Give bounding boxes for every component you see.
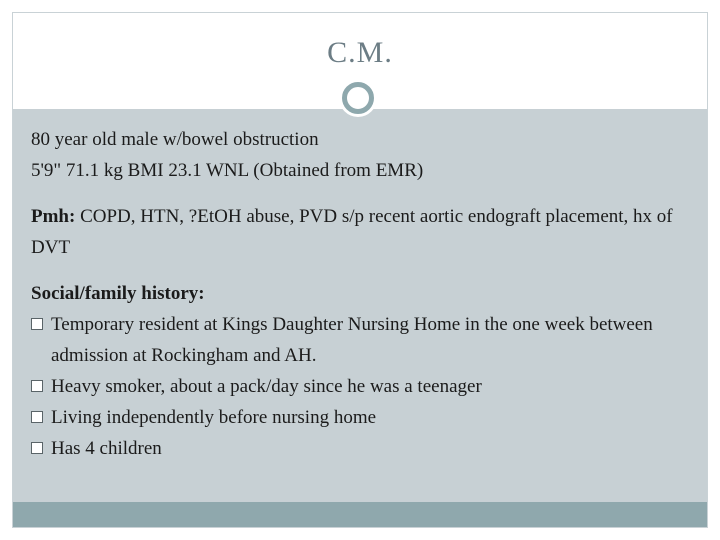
list-item bbox=[31, 309, 691, 371]
bullet-text: Living independently before nursing home bbox=[51, 407, 377, 428]
checkbox-bullet-icon bbox=[31, 442, 43, 454]
footer-bar bbox=[13, 502, 707, 527]
list-item bbox=[31, 433, 691, 464]
pmh-text: COPD, HTN, ?EtOH abuse, PVD s/p recent aortic endograft placement, hx of DVT bbox=[31, 206, 673, 258]
intro-line-age: 80 year old male w/bowel obstruction bbox=[31, 129, 319, 150]
intro-line-measurements: 5'9" 71.1 kg BMI 23.1 WNL (Obtained from EMR) bbox=[31, 160, 424, 181]
pmh-label: Pmh: bbox=[31, 206, 76, 227]
bullet-text: Temporary resident at Kings Daughter Nursing Home in the one week between admission at Rockingham and AH. bbox=[51, 314, 653, 366]
list-item bbox=[31, 371, 691, 402]
list-item bbox=[31, 402, 691, 433]
social-heading: Social/family history: bbox=[31, 283, 205, 304]
pmh-paragraph bbox=[31, 201, 691, 263]
checkbox-bullet-icon bbox=[31, 411, 43, 423]
checkbox-bullet-icon bbox=[31, 380, 43, 392]
slide-title: C.M. bbox=[327, 36, 393, 69]
slide-content bbox=[31, 124, 691, 464]
bullet-text: Heavy smoker, about a pack/day since he was a teenager bbox=[51, 376, 482, 397]
decorative-ring-icon bbox=[342, 82, 374, 114]
checkbox-bullet-icon bbox=[31, 318, 43, 330]
bullet-text: Has 4 children bbox=[51, 438, 162, 459]
